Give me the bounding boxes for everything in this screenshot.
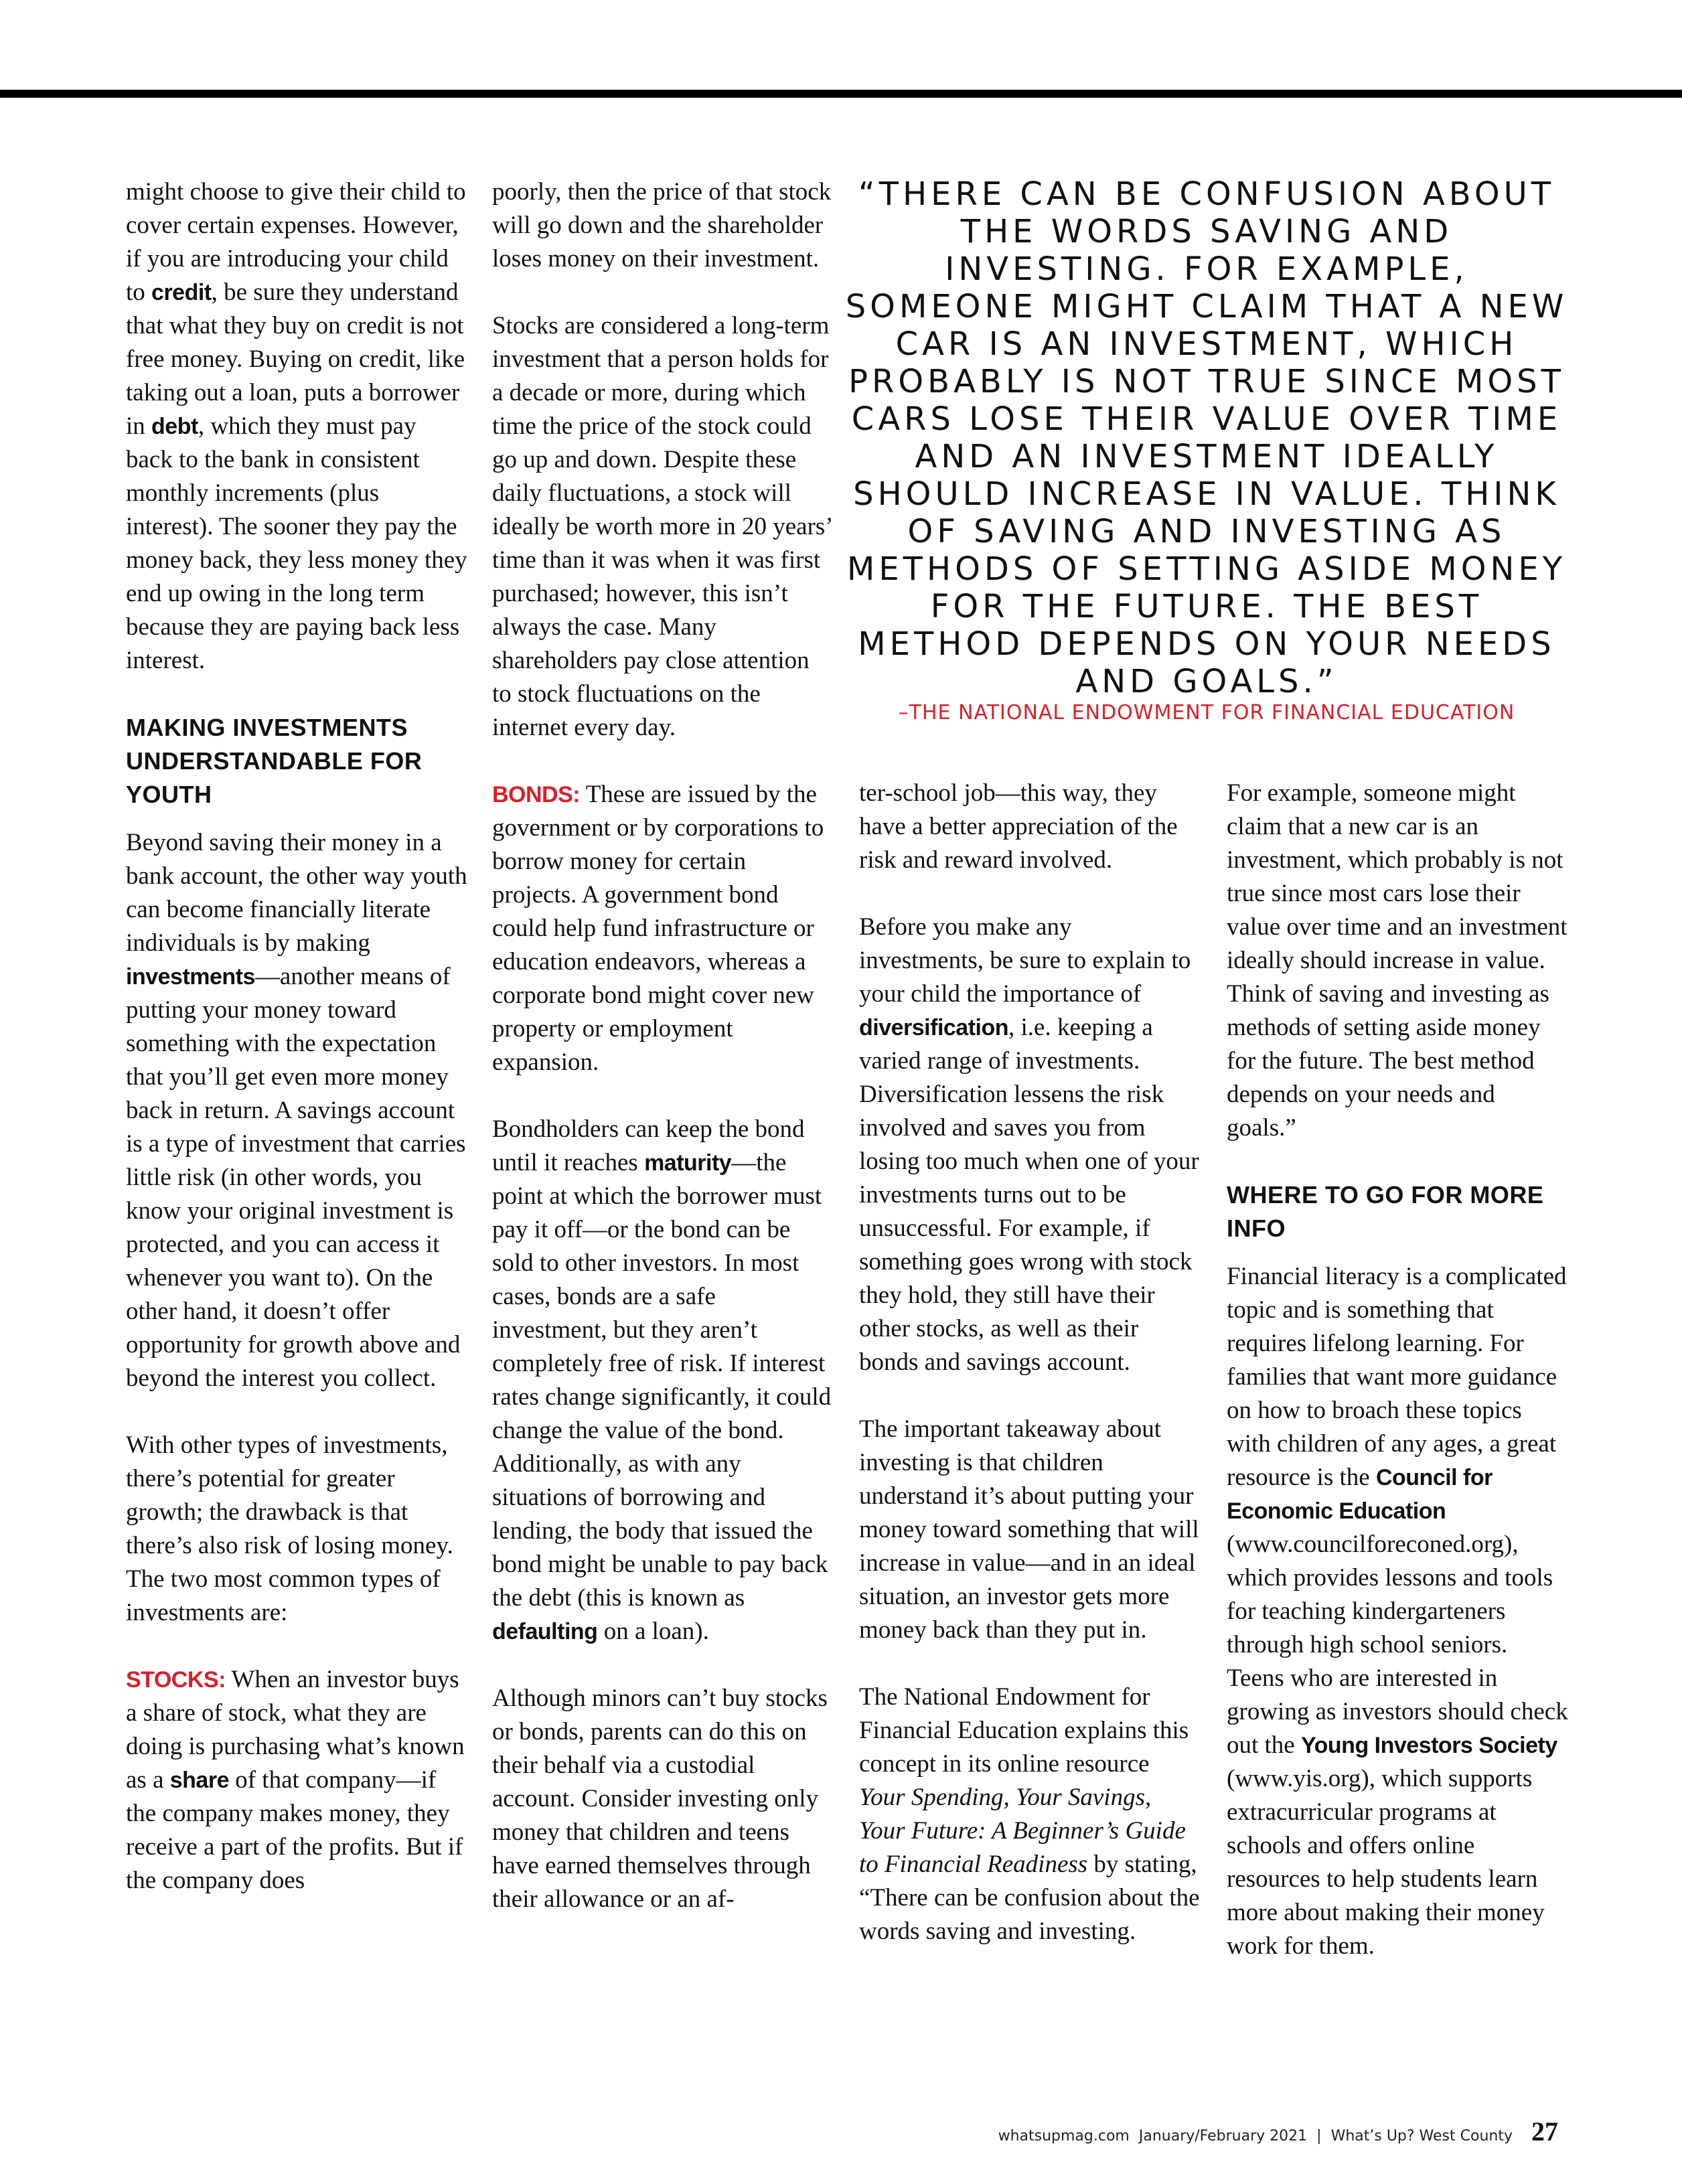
footer-separator: | [1316, 2128, 1322, 2144]
page-number: 27 [1531, 2116, 1558, 2147]
label-stocks: STOCKS: [126, 1667, 226, 1693]
text: by stating, “There can be confusion about the words saving and investing. [859, 1851, 1200, 1945]
article-column-2 [492, 175, 834, 1916]
text: These are issued by the government or by corporations to borrow money for certain projects. A government bond could help fund infrastructure or education endeavors, whereas a corporate bond might cover new property or employment expansion. [492, 781, 824, 1076]
text: The National Endowment for Financial Education explains this concept in its online resource [859, 1683, 1189, 1778]
label-bonds: BONDS: [492, 782, 581, 807]
paragraph: Stocks are considered a long-term investment that a person holds for a decade or more, during which time the price of the stock could go up and down. Despite these daily fluctuations, a stock will ideally be worth more in 20 years’ time than it was when it was first purchased; however, this isn’t always the case. Many shareholders pay close attention to stock fluctuations on the internet every day. [492, 312, 832, 741]
paragraph: Although minors can’t buy stocks or bonds, parents can do this on their behalf via a custodial account. Consider investing only money that children and teens have earned themselves through their allowance or an af- [492, 1685, 828, 1913]
text: on a loan). [597, 1618, 709, 1645]
article-column-3 [859, 777, 1201, 1948]
text: When an investor buys a share of stock, what they are doing is purchasing what’s known as a [126, 1666, 465, 1794]
paragraph [1227, 1260, 1568, 1963]
paragraph: poorly, then the price of that stock will go down and the shareholder loses money on their investment. [492, 178, 832, 272]
text: —another means of putting your money toward something with the expectation that you’ll get even more money back in return. A savings account is a type of investment that carries little risk (in other words, you know your original investment is protected, and you can access it whenever you want to). On the other hand, it doesn’t offer opportunity for growth above and beyond the interest you collect. [126, 963, 466, 1392]
paragraph [126, 826, 467, 1395]
text: of that company—if the company makes money, they receive a part of the profits. But if the company does [126, 1766, 463, 1894]
text: Before you make any investments, be sure to explain to your child the importance of [859, 913, 1191, 1008]
paragraph: With other types of investments, there’s potential for greater growth; the drawback is that there’s also risk of losing money. The two most common types of investments are: [126, 1431, 453, 1626]
text: , which they must pay back to the bank in consistent monthly increments (plus interest). The sooner they pay the money back, they less money they end up owing in the long term because they are paying back less interest. [126, 412, 467, 674]
footer-issue: January/February 2021 [1138, 2128, 1308, 2144]
top-rule [0, 90, 1682, 98]
paragraph: The important takeaway about investing is that children understand it’s about putting your money toward something that will increase in value—and in an ideal situation, an investor gets more money back than they put in. [859, 1415, 1199, 1644]
keyword-young-investors-society: Young Investors Society [1300, 1733, 1557, 1758]
paragraph [126, 175, 467, 678]
text: (www.councilforeconed.org), which provides lessons and tools for teaching kindergarteners through high school seniors. Teens who are interested in growing as investors should check out the [1227, 1531, 1568, 1759]
keyword-share: share [169, 1768, 229, 1793]
text: —the point at which the borrower must pay it off—or the bond can be sold to other investors. In most cases, bonds are a safe investment, but they aren’t completely free of risk. If interest rates change significantly, it could change the value of the bond. Additionally, as with any situations of borrowing and lending, the body that issued the bond might be unable to pay back the debt (this is known as [492, 1149, 832, 1612]
paragraph [859, 911, 1201, 1379]
text: Beyond saving their money in a bank account, the other way youth can become financially literate individuals is by making [126, 829, 467, 957]
paragraph: For example, someone might claim that a new car is an investment, which probably is not true since most cars lose their value over time and an investment ideally should increase in value. Think of saving and investing as methods of setting aside money for the future. The best method depends on your needs and goals.” [1227, 779, 1568, 1142]
keyword-debt: debt [151, 414, 198, 439]
text: Bondholders can keep the bond until it reaches [492, 1115, 805, 1176]
text: , be sure they understand that what they buy on credit is not free money. Buying on credit, like taking out a loan, puts a borrower in [126, 279, 465, 440]
paragraph [492, 1113, 834, 1648]
text: , i.e. keeping a varied range of investments. Diversification lessens the risk involved and saves you from losing too much when one of your investments turns out to be unsuccessful. For example, if something goes wrong with stock they hold, they still have their other stocks, as well as their bonds and savings account. [859, 1014, 1199, 1376]
text: Financial literacy is a complicated topic and is something that requires lifelong learning. For families that want more guidance on how to broach these topics with children of any ages, a great resource is the [1227, 1263, 1567, 1491]
paragraph: ter-school job—this way, they have a better appreciation of the risk and reward involved. [859, 779, 1178, 874]
article-column-4 [1227, 777, 1568, 1963]
text: might choose to give their child to cover certain expenses. However, if you are introducing your child to [126, 178, 466, 306]
article-column-1 [126, 175, 467, 1897]
footer-site: whatsupmag.com [998, 2128, 1130, 2144]
page-footer [998, 2116, 1558, 2147]
text: (www.yis.org), which supports extracurricular programs at schools and offers online resources to help students learn more about making their money work for them. [1227, 1765, 1545, 1960]
keyword-diversification: diversification [859, 1015, 1009, 1040]
section-heading-investments: MAKING INVESTMENTS UNDERSTANDABLE FOR YOUTH [126, 714, 423, 808]
keyword-council-for-economic-education: Council for Economic Education [1227, 1465, 1493, 1524]
section-heading-more-info: WHERE TO GO FOR MORE INFO [1227, 1181, 1544, 1242]
keyword-investments: investments [126, 964, 255, 990]
keyword-maturity: maturity [644, 1150, 732, 1176]
pull-quote-attribution: –THE NATIONAL ENDOWMENT FOR FINANCIAL EDUCATION [898, 701, 1515, 724]
paragraph-stocks [126, 1663, 467, 1897]
keyword-credit: credit [151, 280, 212, 305]
pull-quote: “THERE CAN BE CONFUSION ABOUT THE WORDS SAVING AND INVESTING. FOR EXAMPLE, SOMEONE MIGHT CLAIM THAT A NEW CAR IS AN INVESTMENT, WHICH PROBABLY IS NOT TRUE SINCE MOST CARS LOSE THEIR VALUE OVER TIME AND AN INVESTMENT IDEALLY SHOULD INCREASE IN VALUE. THINK OF SAVING AND INVESTING AS METHODS OF SETTING ASIDE MONEY FOR THE FUTURE. THE BEST METHOD DEPENDS ON YOUR NEEDS AND GOALS.” [845, 175, 1568, 700]
keyword-defaulting: defaulting [492, 1619, 598, 1644]
paragraph-bonds [492, 778, 834, 1079]
footer-publication: What’s Up? West County [1330, 2128, 1513, 2144]
paragraph [859, 1681, 1201, 1948]
resource-title: Your Spending, Your Savings, Your Future: A Beginner’s Guide to Financial Readiness [859, 1784, 1186, 1878]
